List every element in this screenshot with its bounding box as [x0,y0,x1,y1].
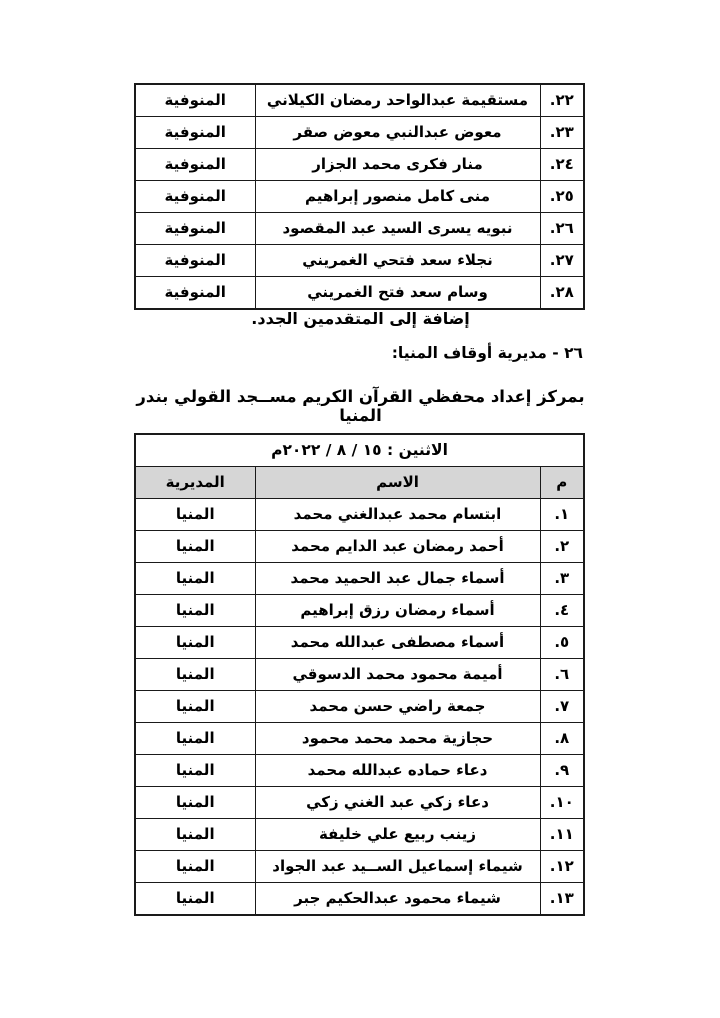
name-cell: أميمة محمود محمد الدسوقي [255,659,540,691]
name-cell: دعاء زكي عبد الغني زكي [255,787,540,819]
serial-cell: ٢٧. [540,245,584,277]
name-cell: شيماء محمود عبدالحكيم جبر [255,883,540,916]
governorate-cell: المنيا [135,659,255,691]
serial-cell: ٣. [540,563,584,595]
serial-cell: ٢. [540,531,584,563]
directorate-column-header: المديرية [135,467,255,499]
table-row [135,277,584,310]
serial-cell: ٤. [540,595,584,627]
table-row [135,117,584,149]
governorate-cell: المنوفية [135,213,255,245]
name-cell: منى كامل منصور إبراهيم [255,181,540,213]
governorate-cell: المنيا [135,627,255,659]
governorate-cell: المنوفية [135,149,255,181]
name-cell: أسماء مصطفى عبدالله محمد [255,627,540,659]
name-cell: حجازية محمد محمد محمود [255,723,540,755]
serial-cell: ٧. [540,691,584,723]
name-cell: وسام سعد فتح الغمريني [255,277,540,310]
name-cell: منار فكرى محمد الجزار [255,149,540,181]
table-row [135,755,584,787]
governorate-cell: المنوفية [135,277,255,310]
name-cell: مستقيمة عبدالواحد رمضان الكيلاني [255,84,540,117]
table-row [135,149,584,181]
table-row [135,851,584,883]
governorate-cell: المنيا [135,595,255,627]
serial-cell: ٥. [540,627,584,659]
serial-cell: ١١. [540,819,584,851]
date-header-row [135,434,584,467]
governorate-cell: المنوفية [135,245,255,277]
menoufia-roster-table [134,83,585,310]
table-row [135,723,584,755]
center-title-heading: بمركز إعداد محفظي القرآن الكريم مســجد القولي بندر المنيا [136,387,585,425]
name-column-header: الاسم [255,467,540,499]
table-row [135,787,584,819]
governorate-cell: المنيا [135,755,255,787]
serial-cell: ٢٦. [540,213,584,245]
serial-cell: ١٠. [540,787,584,819]
table-row [135,245,584,277]
name-cell: ابتسام محمد عبدالغني محمد [255,499,540,531]
addition-note-heading: إضافة إلى المتقدمين الجدد. [251,309,470,328]
name-cell: دعاء حماده عبدالله محمد [255,755,540,787]
name-cell: نبويه يسرى السيد عبد المقصود [255,213,540,245]
governorate-cell: المنيا [135,499,255,531]
name-cell: زينب ربيع علي خليفة [255,819,540,851]
name-cell: جمعة راضي حسن محمد [255,691,540,723]
table-row [135,819,584,851]
name-cell: أسماء جمال عبد الحميد محمد [255,563,540,595]
table-row [135,499,584,531]
governorate-cell: المنوفية [135,181,255,213]
serial-cell: ٨. [540,723,584,755]
serial-cell: ١. [540,499,584,531]
governorate-cell: المنوفية [135,117,255,149]
serial-cell: ٢٣. [540,117,584,149]
governorate-cell: المنيا [135,883,255,916]
serial-cell: ٢٥. [540,181,584,213]
serial-cell: ٢٨. [540,277,584,310]
table-row [135,883,584,916]
table-row [135,531,584,563]
table-row [135,213,584,245]
table-row [135,691,584,723]
minya-roster-table [134,433,585,916]
serial-cell: ٢٢. [540,84,584,117]
name-cell: نجلاء سعد فتحي الغمريني [255,245,540,277]
name-cell: شيماء إسماعيل الســيد عبد الجواد [255,851,540,883]
governorate-cell: المنيا [135,787,255,819]
serial-column-header: م [540,467,584,499]
table-row [135,659,584,691]
name-cell: أسماء رمضان رزق إبراهيم [255,595,540,627]
directorate-heading: ٢٦ - مديرية أوقاف المنيا: [391,344,583,362]
column-header-row [135,467,584,499]
governorate-cell: المنيا [135,691,255,723]
table-row [135,627,584,659]
table-row [135,84,584,117]
governorate-cell: المنيا [135,851,255,883]
serial-cell: ٩. [540,755,584,787]
serial-cell: ٦. [540,659,584,691]
date-header-cell: الاثنين : ١٥ / ٨ / ٢٠٢٢م [135,434,584,467]
governorate-cell: المنيا [135,819,255,851]
serial-cell: ٢٤. [540,149,584,181]
table-row [135,595,584,627]
serial-cell: ١٢. [540,851,584,883]
table-row [135,181,584,213]
governorate-cell: المنيا [135,531,255,563]
name-cell: أحمد رمضان عبد الدايم محمد [255,531,540,563]
governorate-cell: المنيا [135,723,255,755]
governorate-cell: المنوفية [135,84,255,117]
serial-cell: ١٣. [540,883,584,916]
name-cell: معوض عبدالنبي معوض صقر [255,117,540,149]
table-row [135,563,584,595]
governorate-cell: المنيا [135,563,255,595]
